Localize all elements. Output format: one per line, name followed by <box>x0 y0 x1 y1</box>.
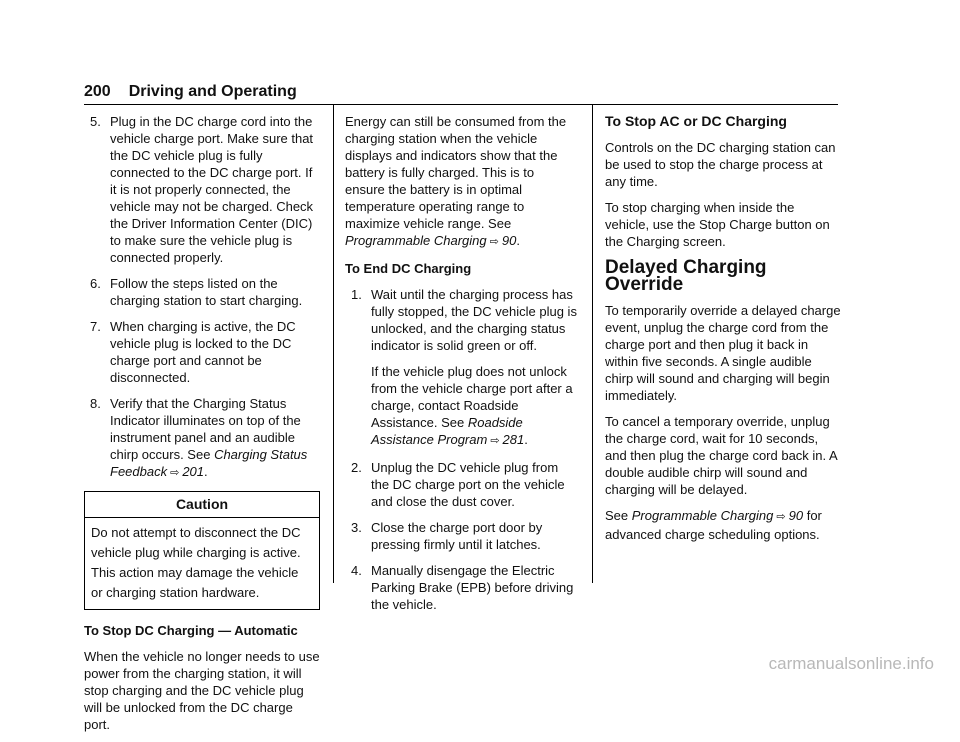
paragraph: To stop charging when inside the vehicle, use the Stop Charge button on the Charging screen. <box>605 200 830 249</box>
paragraph: Controls on the DC charging station can be used to stop the charge process at any time. <box>605 140 836 189</box>
list-item: 3. Close the charge port door by pressing firmly until it latches. <box>351 520 543 552</box>
page-ref-arrow-icon: ⇨ <box>489 236 499 248</box>
heading-stop-ac-dc: To Stop AC or DC Charging <box>605 113 787 129</box>
list-item: 2. Unplug the DC vehicle plug from the DC charge port on the vehicle and close the dust cover. <box>351 460 565 509</box>
column-1 <box>84 113 320 742</box>
sub-paragraph: If the vehicle plug does not unlock from the vehicle charge port after a charge, contact Roadside Assistance. See Roadside Assistance Program ⇨ 281. <box>371 363 577 450</box>
cross-reference-link[interactable]: Programmable Charging <box>631 508 774 523</box>
column-divider-1 <box>333 105 334 583</box>
page-reference[interactable]: 281 <box>502 432 525 447</box>
cross-reference-link[interactable]: Charging Status Feedback <box>110 447 308 479</box>
list-item: 8. Verify that the Charging Status Indicator illuminates on top of the instrument panel and an audible chirp occurs. See Charging Status Feedback ⇨ 201. <box>84 395 320 482</box>
page-ref-arrow-icon: ⇨ <box>776 511 786 523</box>
cross-reference-link[interactable]: Programmable Charging <box>345 233 487 248</box>
list-item: 4. Manually disengage the Electric Parking Brake (EPB) before driving the vehicle. <box>351 563 574 612</box>
paragraph: To temporarily override a delayed charge event, unplug the charge cord from the charge port and then plug it back in within five seconds. A single audible chirp will sound and charging will begin immediately. <box>605 303 841 403</box>
list-item: 5. Plug in the DC charge cord into the vehicle charge port. Make sure that the DC vehicle plug is fully connected to the DC charge port. If it is not properly connected, the vehicle may not be charged. Check the Driver Information Center (DIC) to make sure the vehicle plug is connected properly. <box>90 114 314 265</box>
list-item: 1. Wait until the charging process has fully stopped, the DC vehicle plug is unlocked, and the charging status indicator is solid green or off. If the vehicle plug does not unlock from the vehicle charge port after a charge, contact Roadside Assistance. See Roadside Assistance Program ⇨ 281. <box>345 286 577 450</box>
cross-reference-link[interactable]: Roadside Assistance Program <box>371 415 523 447</box>
watermark: carmanualsonline.info <box>768 654 934 673</box>
page-reference[interactable]: 90 <box>501 233 517 248</box>
section-title: Driving and Operating <box>128 83 297 100</box>
paragraph: See Programmable Charging ⇨ 90 for advanced charge scheduling options. <box>605 508 822 542</box>
end-charging-steps <box>345 286 577 613</box>
column-2 <box>345 113 577 622</box>
column-3 <box>605 113 841 552</box>
caution-title: Caution <box>85 492 319 518</box>
subheading-end-dc: To End DC Charging <box>345 261 472 276</box>
caution-text: Do not attempt to disconnect the DC vehicle plug while charging is active. This action may damage the vehicle or charging station hardware. <box>91 525 301 600</box>
paragraph: When the vehicle no longer needs to use power from the charging station, it will stop charging and the DC vehicle plug will be unlocked from the DC charge port. <box>84 649 320 732</box>
list-item: 6. Follow the steps listed on the charging station to start charging. <box>90 276 303 308</box>
paragraph: Energy can still be consumed from the charging station when the vehicle displays and indicators show that the battery is fully charged. This is to ensure the battery is in optimal temperature operating range to maximize vehicle range. See Programmable Charging ⇨ 90. <box>345 113 577 251</box>
header-rule <box>84 104 838 105</box>
page-header <box>84 83 297 101</box>
page-reference[interactable]: 201 <box>182 464 205 479</box>
subheading-stop-dc: To Stop DC Charging — Automatic <box>84 623 298 638</box>
heading-delayed-override: Delayed Charging Override <box>605 257 767 295</box>
dc-charging-steps <box>84 113 320 482</box>
page-reference[interactable]: 90 <box>788 508 804 523</box>
page-ref-arrow-icon: ⇨ <box>490 435 500 447</box>
caution-box <box>84 491 320 610</box>
page-number: 200 <box>84 83 111 100</box>
page-ref-arrow-icon: ⇨ <box>170 467 180 479</box>
column-divider-2 <box>592 105 593 583</box>
list-item: 7. When charging is active, the DC vehicle plug is locked to the DC charge port and cannot be disconnected. <box>90 319 296 385</box>
paragraph: To cancel a temporary override, unplug the charge cord, wait for 10 seconds, and then plug the charge cord back in. A double audible chirp will sound and charging will be delayed. <box>605 414 838 497</box>
